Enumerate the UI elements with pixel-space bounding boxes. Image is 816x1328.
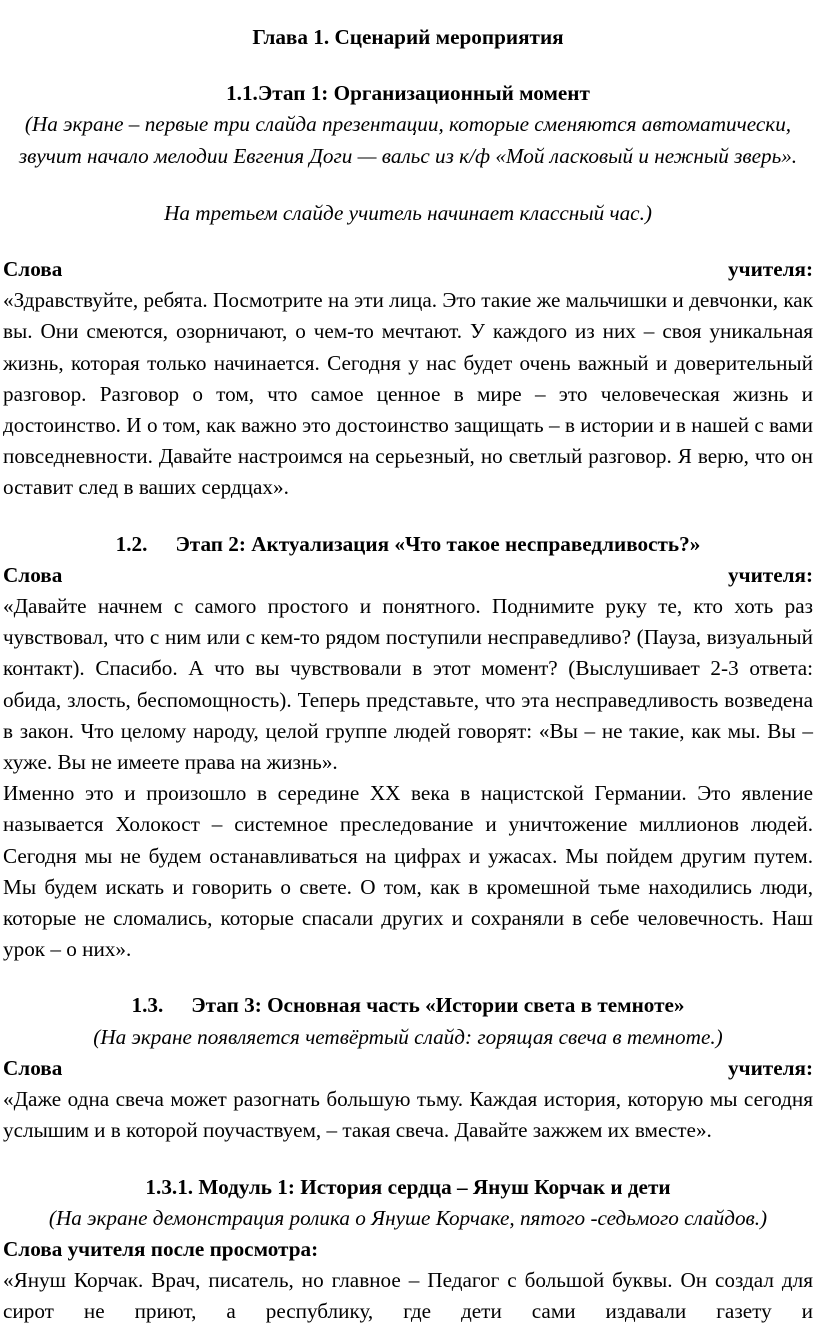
chapter-title: Глава 1. Сценарий мероприятия — [252, 25, 564, 49]
speaker-label-left: Слова — [3, 1055, 63, 1080]
speaker-label — [3, 560, 813, 591]
speaker-label — [3, 254, 813, 285]
section-title: Этап 1: Организационный момент — [257, 81, 590, 106]
section-number: 1.3. — [131, 993, 164, 1018]
teacher-speech: «Здравствуйте, ребята. Посмотрите на эти лица. Это такие же мальчишки и девчонки, как вы. Они смеются, озорничают, о чем-то мечтают. У каждого из них – своя уникальная жизнь, которая только начинается. Сегодня у нас будет очень важный и доверительный разговор. Разговор о том, что самое ценное в мире – это человеческая жизнь и достоинство. И о том, как важно это достоинство защищать – в истории и в нашей с вами повседневности. Давайте настроимся на серьезный, но светлый разговор. Я верю, что он оставит след в ваших сердцах». — [3, 288, 813, 500]
teacher-speech: «Даже одна свеча может разогнать большую тьму. Каждая история, которую мы сегодня услышим и в которой поучаствуем, – такая свеча. Давайте зажжем их вместе». — [3, 1087, 813, 1143]
section-heading-1-2 — [3, 529, 813, 560]
stage-note: (На экране – первые три слайда презентации, которые сменяются автоматически, звучит начало мелодии Евгения Доги — вальс из к/ф «Мой ласковый и нежный зверь». — [18, 112, 798, 168]
after-viewing-label: Слова учителя после просмотра: — [3, 1236, 319, 1261]
stage-note: (На экране появляется четвёртый слайд: горящая свеча в темноте.) — [93, 1024, 723, 1049]
stage-note: На третьем слайде учитель начинает классный час.) — [164, 200, 652, 225]
teacher-speech: «Януш Корчак. Врач, писатель, но главное – Педагог с большой буквы. Он создал для сирот не приют, а республику, где дети сами издавали газету и — [3, 1268, 813, 1324]
section-title: Этап 2: Актуализация «Что такое несправедливость?» — [175, 531, 701, 556]
section-title: Этап 3: Основная часть «Истории света в темноте» — [191, 993, 685, 1018]
teacher-speech: Именно это и произошло в середине XX века в нацистской Германии. Это явление называется Холокост – системное преследование и уничтожение миллионов людей. Сегодня мы не будем останавливаться на цифрах и ужасах. Мы пойдем другим путем. Мы будем искать и говорить о свете. О том, как в кромешной тьме находились люди, которые не сломались, которые спасали других и сохраняли в себе человечность. Наш урок – о них». — [3, 781, 813, 962]
section-heading-1-1 — [3, 78, 813, 109]
teacher-speech: «Давайте начнем с самого простого и понятного. Поднимите руку те, кто хоть раз чувствовал, что с ним или с кем-то рядом поступили несправедливо? (Пауза, визуальный контакт). Спасибо. А что вы чувствовали в этот момент? (Выслушивает 2-3 ответа: обида, злость, беспомощность). Теперь представьте, что эта несправедливость возведена в закон. Что целому народу, целой группе людей говорят: «Вы – не такие, как мы. Вы – хуже. Вы не имеете права на жизнь». — [3, 594, 813, 775]
section-number: 1.2. — [115, 531, 148, 556]
speaker-label-left: Слова — [3, 257, 63, 282]
stage-note: (На экране демонстрация ролика о Януше Корчаке, пятого -седьмого слайдов.) — [48, 1205, 768, 1230]
speaker-label — [3, 1053, 813, 1084]
section-heading-1-3-1: 1.3.1. Модуль 1: История сердца – Януш Корчак и дети — [145, 1174, 671, 1199]
speaker-label-right: учителя: — [728, 562, 813, 587]
section-heading-1-3 — [3, 990, 813, 1021]
speaker-label-right: учителя: — [728, 257, 813, 282]
speaker-label-right: учителя: — [728, 1055, 813, 1080]
speaker-label-left: Слова — [3, 562, 63, 587]
section-number: 1.1. — [226, 81, 258, 106]
